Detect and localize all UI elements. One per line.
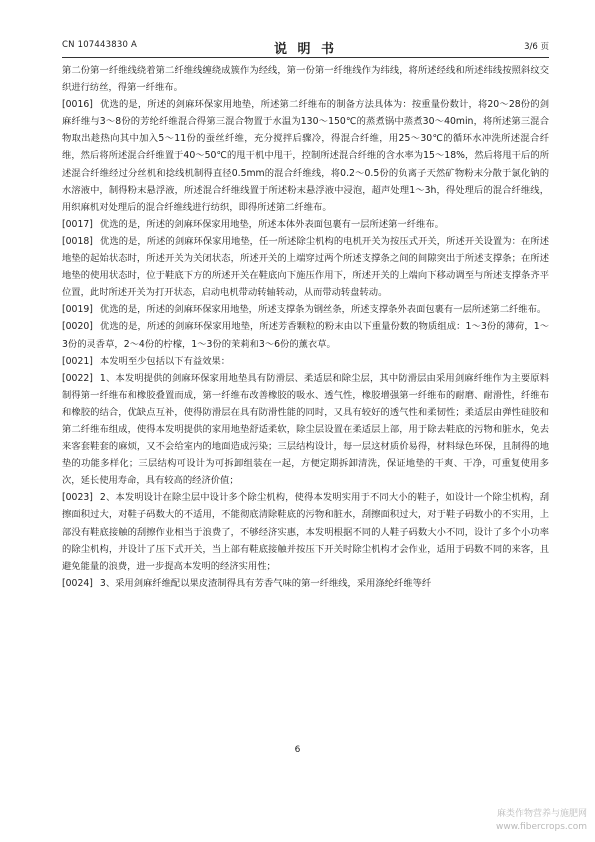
document-body: [62, 62, 549, 592]
paragraph-0022: [62, 370, 549, 490]
paragraph-tag: [0018]: [62, 235, 93, 247]
paragraph-0017: [62, 216, 549, 233]
paragraph-tag: [0022]: [62, 372, 93, 384]
page-number: 6: [294, 745, 301, 755]
paragraph-text: 优选的是，所述的剑麻环保家用地垫，所述第二纤维布的制备方法具体为：按重量份数计，将20～28份的剑麻纤维与3～8份的芳纶纤维混合得第三混合物置于水温为130～150℃的蒸煮锅中蒸煮30～40min，将所述第三混合物取出趁热向其中加入5～11份的蚕丝纤维，充分搅拌后骤冷，得混合纤维，用25～30℃的循环水冲洗所述混合纤维，然后将所述混合纤维置于40～50℃的甩干机中甩干，控制所述混合纤维的含水率为15～18%，然后将甩干后的所述混合纤维经过分丝机和捻线机制得直径0.5mm的混合纤维线，将0.2～0.5份的负离子天然矿物粉末分散于氯化钠的水溶液中，制得粉末悬浮液，所述混合纤维线置于所述粉末悬浮液中浸泡，超声处理1～3h，得处理后的混合纤维线，用织麻机对处理后的混合纤维线进行纺织，即得所述第二纤维布。: [62, 99, 549, 213]
paragraph-text: 本发明至少包括以下有益效果：: [99, 355, 231, 367]
page-count: 3/6 页: [524, 42, 549, 52]
paragraph-0021: [62, 353, 549, 370]
paragraph-text: 3、采用剑麻纤维配以果皮渣制得具有芳香气味的第一纤维线，采用涤纶纤维等纤: [99, 577, 432, 589]
paragraph-tag: [0020]: [62, 321, 93, 333]
paragraph-0016: [62, 96, 549, 216]
paragraph-0019: [62, 301, 549, 318]
watermark-url: www.fibercrops.com: [496, 822, 587, 832]
site-watermark: [496, 808, 587, 834]
watermark-site-name: 麻类作物营养与施肥网: [496, 809, 587, 819]
paragraph-tag: [0016]: [62, 99, 93, 111]
document-title: 说 明 书: [273, 42, 338, 57]
paragraph-text: 优选的是，所述的剑麻环保家用地垫，所述本体外表面包裹有一层所述第一纤维布。: [99, 218, 444, 230]
page-header: [62, 38, 549, 57]
paragraph-text: 优选的是，所述的剑麻环保家用地垫，任一所述除尘机构的电机开关为按压式开关，所述开关设置为：在所述地垫的起始状态时，所述开关为关闭状态，所述开关的上端穿过两个所述支撑条之间的间隙突出于所述支撑条；在所述地垫的使用状态时，位于鞋底下方的所述开关在鞋底向下施压作用下，所述开关的上端向下移动调至与所述支撑条齐平位置，此时所述开关为打开状态，启动电机带动转轴转动，从而带动转盘转动。: [62, 235, 549, 299]
paragraph-0018: [62, 233, 549, 301]
paragraph-0023: [62, 489, 549, 574]
paragraph-text: 第二份第一纤维线绕着第二纤维线缠绕成簇作为经线，第一份第一纤维线作为纬线，将所述经线和所述纬线按照斜纹交织进行纺丝，得第一纤维布。: [62, 65, 549, 94]
paragraph-0024: [62, 575, 549, 592]
paragraph-continuation: [62, 62, 549, 96]
paragraph-text: 1、本发明提供的剑麻环保家用地垫具有防滑层、柔适层和除尘层，其中防滑层由采用剑麻纤维作为主要原料制得第一纤维布和橡胶叠置而成，第一纤维布改善橡胶的吸水、透气性，橡胶增强第一纤维布的耐磨、耐滑性，纤维布和橡胶的结合，优缺点互补，使得防滑层在具有防滑性能的同时，又具有较好的透气性和柔韧性；柔适层由弹性硅胶和第二纤维布组成，使得本发明提供的家用地垫舒适柔软，除尘层设置在柔适层上部，用于除去鞋底的污物和脏水，免去来客套鞋套的麻烦，又不会给室内的地面造成污染；三层结构设计，每一层这材质价易得，材料绿色环保，且制得的地垫的功能多样化；三层结构可设计为可拆卸组装在一起，方便定期拆卸清洗，保证地垫的干爽、干净，可重复使用多次，延长使用寿命，具有较高的经济价值；: [62, 372, 549, 487]
publication-number: CN 107443830 A: [62, 40, 137, 50]
paragraph-tag: [0017]: [62, 218, 93, 230]
header-divider: [62, 57, 549, 58]
paragraph-tag: [0023]: [62, 492, 93, 504]
paragraph-tag: [0019]: [62, 304, 93, 316]
paragraph-tag: [0021]: [62, 355, 93, 367]
paragraph-tag: [0024]: [62, 577, 93, 589]
paragraph-text: 2、本发明设计在除尘层中设计多个除尘机构，使得本发明实用于不同大小的鞋子，如设计一个除尘机构，刮擦面积过大，对鞋子码数大的不适用，不能彻底清除鞋底的污物和脏水，刮擦面积过大，对于鞋子码数小的不实用，上部没有鞋底接触的刮擦作业相当于浪费了，不够经济实惠，本发明根据不同的人鞋子码数大小不同，设计了多个小功率的除尘机构，并设计了压下式开关，当上部有鞋底接触并按压下开关时除尘机构才会作业，适用于码数不同的来客，且避免能量的浪费，进一步提高本发明的经济实用性；: [62, 492, 549, 572]
paragraph-text: 优选的是，所述的剑麻环保家用地垫，所述芳香颗粒的粉末由以下重量份数的物质组成：1～3份的薄荷，1～3份的灵香草，2～4份的柠檬，1～3份的茉莉和3～6份的薰衣草。: [62, 321, 549, 350]
paragraph-0020: [62, 318, 549, 352]
paragraph-text: 优选的是，所述的剑麻环保家用地垫，所述支撑条为钢丝条，所述支撑条外表面包裹有一层所述第二纤维布。: [99, 304, 547, 316]
